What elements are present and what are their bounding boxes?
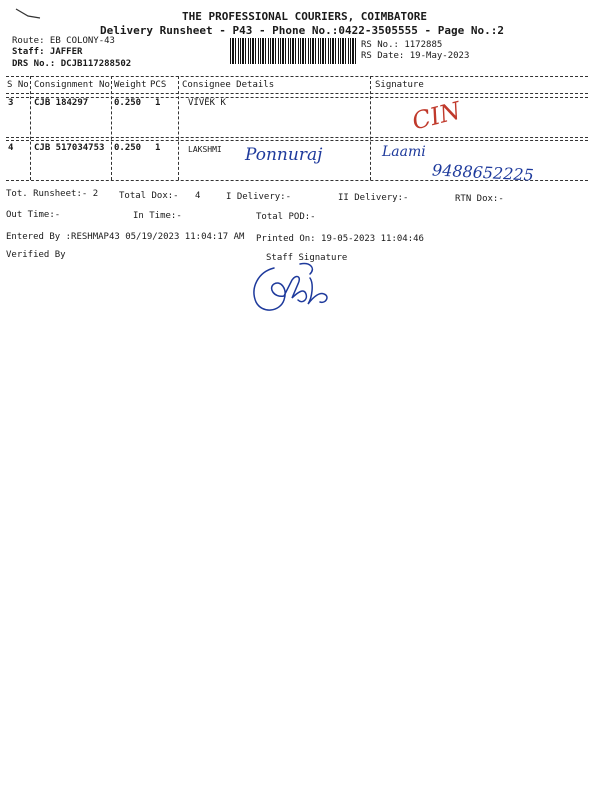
col-divider [370,76,371,180]
col-header-signature: Signature [375,80,424,90]
staff-signature-label: Staff Signature [266,253,348,263]
drs-number: DRS No.: DCJB117288502 [12,59,132,69]
col-divider [111,76,112,180]
verified-by: Verified By [6,250,66,260]
tot-runsheet: Tot. Runsheet:- 2 [6,189,99,199]
handwritten-cin: CIN [409,96,464,136]
i-delivery: I Delivery:- [226,192,292,202]
col-header-sno: S No [7,80,29,90]
row-consignee: LAKSHMI [188,145,222,154]
total-pod: Total POD:- [256,212,316,222]
route-label: Route: EB COLONY-43 [12,36,115,46]
col-header-pcs: PCS [150,80,167,90]
col-header-weight: Weight [114,80,147,90]
runsheet-subtitle: Delivery Runsheet - P43 - Phone No.:0422-3505555 - Page No.:2 [100,24,504,37]
col-divider [178,76,179,180]
row-consignee: VIVEK K [188,98,226,108]
header-rule-2 [6,97,588,98]
row-pcs: 1 [155,143,161,153]
handwritten-signature: Laami [382,144,426,160]
rs-number: RS No.: 1172885 [361,40,443,50]
printed-on: Printed On: 19-05-2023 11:04:46 [256,234,424,244]
out-time: Out Time:- [6,210,61,220]
row-sno: 4 [8,143,14,153]
handwritten-name: Ponnuraj [245,145,323,165]
header-rule [6,93,588,94]
row-sno: 3 [8,98,14,108]
row-rule [6,137,588,138]
col-header-consignment: Consignment No [34,80,110,90]
rs-date: RS Date: 19-May-2023 [361,51,470,61]
company-title: THE PROFESSIONAL COURIERS, COIMBATORE [182,10,428,23]
table-top-rule [6,76,588,77]
barcode [230,38,356,64]
rtn-dox: RTN Dox:- [455,194,504,204]
staff-label: Staff: JAFFER [12,47,83,57]
row-consignment: CJB 184297 [34,98,89,108]
row-pcs: 1 [155,98,161,108]
row-weight: 0.250 [114,98,142,108]
row-rule-2 [6,140,588,141]
in-time: In Time:- [133,211,182,221]
total-dox-label: Total Dox:- [119,191,179,201]
row-weight: 0.250 [114,143,142,153]
entered-by: Entered By :RESHMAP43 05/19/2023 11:04:17 AM [6,232,245,242]
ii-delivery: II Delivery:- [338,193,409,203]
row-consignment: CJB 517034753 [34,143,105,153]
pen-mark [14,6,44,20]
staff-signature [240,258,350,320]
col-divider [30,76,31,180]
col-header-consignee: Consignee Details [182,80,275,90]
total-dox-value: 4 [195,191,201,201]
handwritten-phone: 9488652225 [431,160,535,185]
